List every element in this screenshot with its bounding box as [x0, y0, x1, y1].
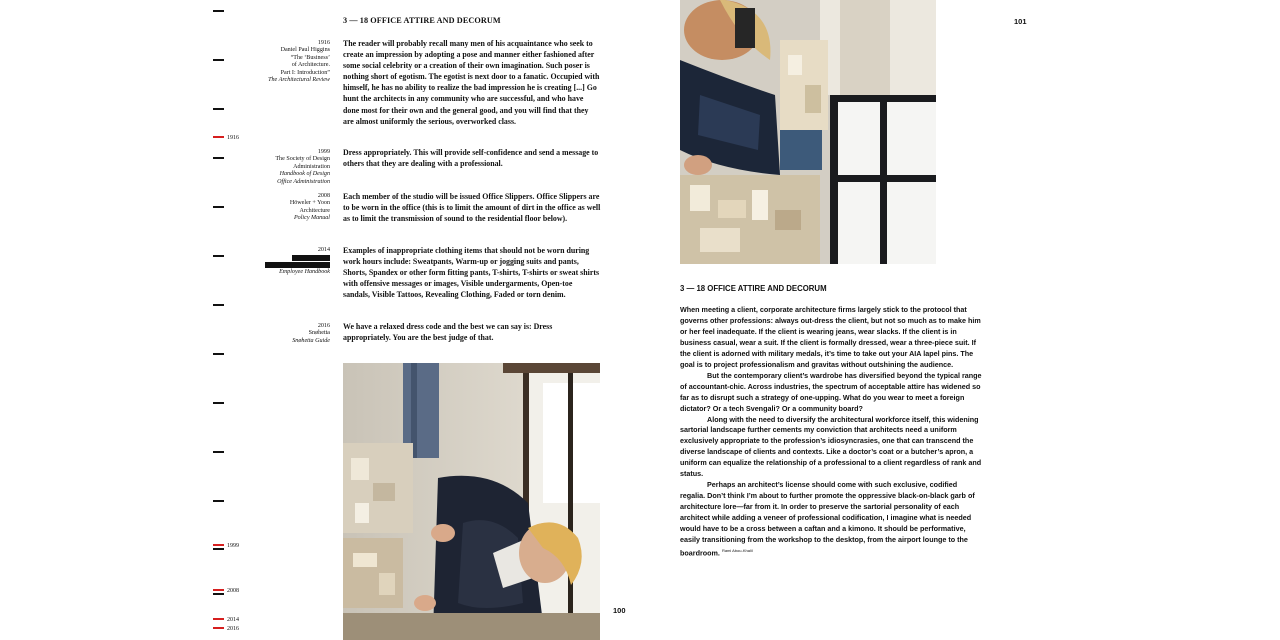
timeline-red-mark: [213, 627, 224, 629]
source-citation: [218, 323, 330, 345]
source-line: Daniel Paul Higgins: [280, 47, 330, 54]
redaction-bar: [292, 255, 330, 261]
source-publication: The Architectural Review: [268, 77, 330, 84]
source-line: “The ‘Business’: [290, 54, 330, 61]
source-line: The Society of Design: [275, 156, 330, 163]
quote-text: The reader will probably recall many men of his acquaintance who seek to create an impression by adopting a pose and manner either fashioned after some social celebrity or a creation of their own imagination. Such poser is nothing short of egotism. The egotist is next door to a fanatic. Occupied with himself, he has no ability to realize the bad impression he is creating [...] Go hunt the architects in any community who are successful, and who have done most for their own and the general good, and you will find that they are almost uniformly the serious, overworked class.: [343, 39, 600, 126]
source-line: Snøhetta: [308, 330, 330, 337]
timeline-tick: [213, 10, 224, 12]
timeline-year: 1916: [227, 135, 239, 141]
timeline-tick: [213, 500, 224, 502]
timeline-red-mark: [213, 618, 224, 620]
right-page-number: 101: [1014, 17, 1027, 26]
source-publication: Office Administration: [277, 178, 330, 185]
redaction-bar: [265, 262, 330, 268]
essay-paragraph: But the contemporary client’s wardrobe has diversified beyond the typical range of accountant-chic. Across industries, the spectrum of acceptable attire has widened so far as to disrupt such a strategy of one-upping. What do you wear to meet a foreign dictator? Or a tech Svengali? Or a community board?: [680, 370, 982, 413]
timeline-red-mark: [213, 589, 224, 591]
source-line: of Architecture.: [291, 62, 330, 69]
source-citation: [218, 247, 330, 277]
timeline-tick: [213, 451, 224, 453]
quote-text: Dress appropriately. This will provide self-confidence and send a message to others that they are dealing with a professional.: [343, 148, 599, 169]
timeline-red-mark: [213, 544, 224, 546]
source-line: Höweler + Yoon: [289, 200, 330, 207]
source-line: Administration: [293, 163, 330, 170]
right-page-header: 3 — 18 OFFICE ATTIRE AND DECORUM: [680, 284, 827, 293]
source-line: 2014: [317, 247, 330, 253]
source-line: Architecture: [299, 207, 330, 214]
photo-illustration: [680, 0, 936, 264]
left-page-number: 100: [613, 606, 626, 615]
timeline-tick: [213, 304, 224, 306]
left-page-header: 3 — 18 OFFICE ATTIRE AND DECORUM: [343, 16, 501, 25]
source-line: 2008: [317, 193, 330, 199]
source-line: Part I: Introduction”: [280, 69, 330, 76]
timeline-tick: [213, 402, 224, 404]
photo-architect-at-desk: [343, 363, 600, 640]
quote-text: We have a relaxed dress code and the best we can say is: Dress appropriately. You are the best judge of that.: [343, 322, 553, 343]
timeline-year: 1999: [227, 543, 239, 549]
source-citation: [218, 149, 330, 186]
timeline-year: 2008: [227, 588, 239, 594]
timeline-tick: [213, 108, 224, 110]
quote-text: Examples of inappropriate clothing items that should not be worn during work hours include: Sweatpants, Warm-up or jogging suits and pants, Shorts, Spandex or other form fitting pants, T-shirts, T-shirts or sweat shirts with offensive messages or images, Visible undergarments, Open-toe sandals, Visible Tattoos, Revealing Clothing, Faded or torn denim.: [343, 246, 600, 300]
source-publication: Employee Handbook: [279, 269, 330, 276]
essay-paragraph: Along with the need to diversify the architectural workforce itself, this widening sartorial landscape further cements my conviction that architects need a uniform exclusively appropriate to the profession’s idiosyncrasies, one that can transcend the diverse landscape of clients and contexts. Like a doctor’s coat or a butcher’s apron, a uniform can equalize the relationship of a professional to a client regardless of rank and status.: [680, 414, 982, 479]
timeline-year: 2014: [227, 617, 239, 623]
source-line: 1916: [317, 40, 330, 46]
timeline-black-mark: [213, 548, 224, 550]
photo-architect-with-models: [680, 0, 936, 264]
essay-body: [680, 305, 982, 559]
timeline-black-mark: [213, 593, 224, 595]
timeline-red-mark: [213, 136, 224, 138]
source-citation: [218, 193, 330, 223]
source-publication: Policy Manual: [293, 215, 330, 222]
source-line: 2016: [317, 323, 330, 329]
quote-text: Each member of the studio will be issued Office Slippers. Office Slippers are to be worn in the office (this is to limit the amount of dirt in the office as well as to limit the transmission of sound to the residential floor below).: [343, 192, 601, 224]
essay-paragraph: When meeting a client, corporate architecture firms largely stick to the protocol that governs other professions: always out-dress the client, but not so much as to make him or her feel inadequate. If the client is wearing jeans, wear slacks. If the client is in business casual, wear a suit. If the client is formally dressed, wear a three-piece suit. If the client is adorned with military medals, it’s time to take out your AIA lapel pins. The goal is to project professionalism and gravitas without outshining the audience.: [680, 305, 981, 369]
source-publication: Snøhetta Guide: [292, 337, 330, 344]
photo-illustration: [343, 363, 600, 640]
redaction-block: [218, 254, 330, 269]
source-line: 1999: [317, 149, 330, 155]
source-publication: Handbook of Design: [279, 171, 330, 178]
essay-paragraph-text: Perhaps an architect’s license should come with such exclusive, codified regalia. Don’t think I’m about to further promote the oppressive black-on-black garb of architecture lore—far from it. In order to preserve the sartorial personality of each architect while adding a veneer of professional codification, I imagine what is needed would have to be a cross between a caftan and a kimono. It should be performative, easily transitioning from the workshop to the desktop, from the airport lounge to the boardroom.: [680, 480, 975, 558]
timeline-tick: [213, 353, 224, 355]
author-signature: Rami Abou-Khalil: [721, 547, 753, 553]
source-citation: [218, 40, 330, 84]
essay-paragraph-final: [680, 480, 982, 559]
timeline-year: 2016: [227, 626, 239, 632]
